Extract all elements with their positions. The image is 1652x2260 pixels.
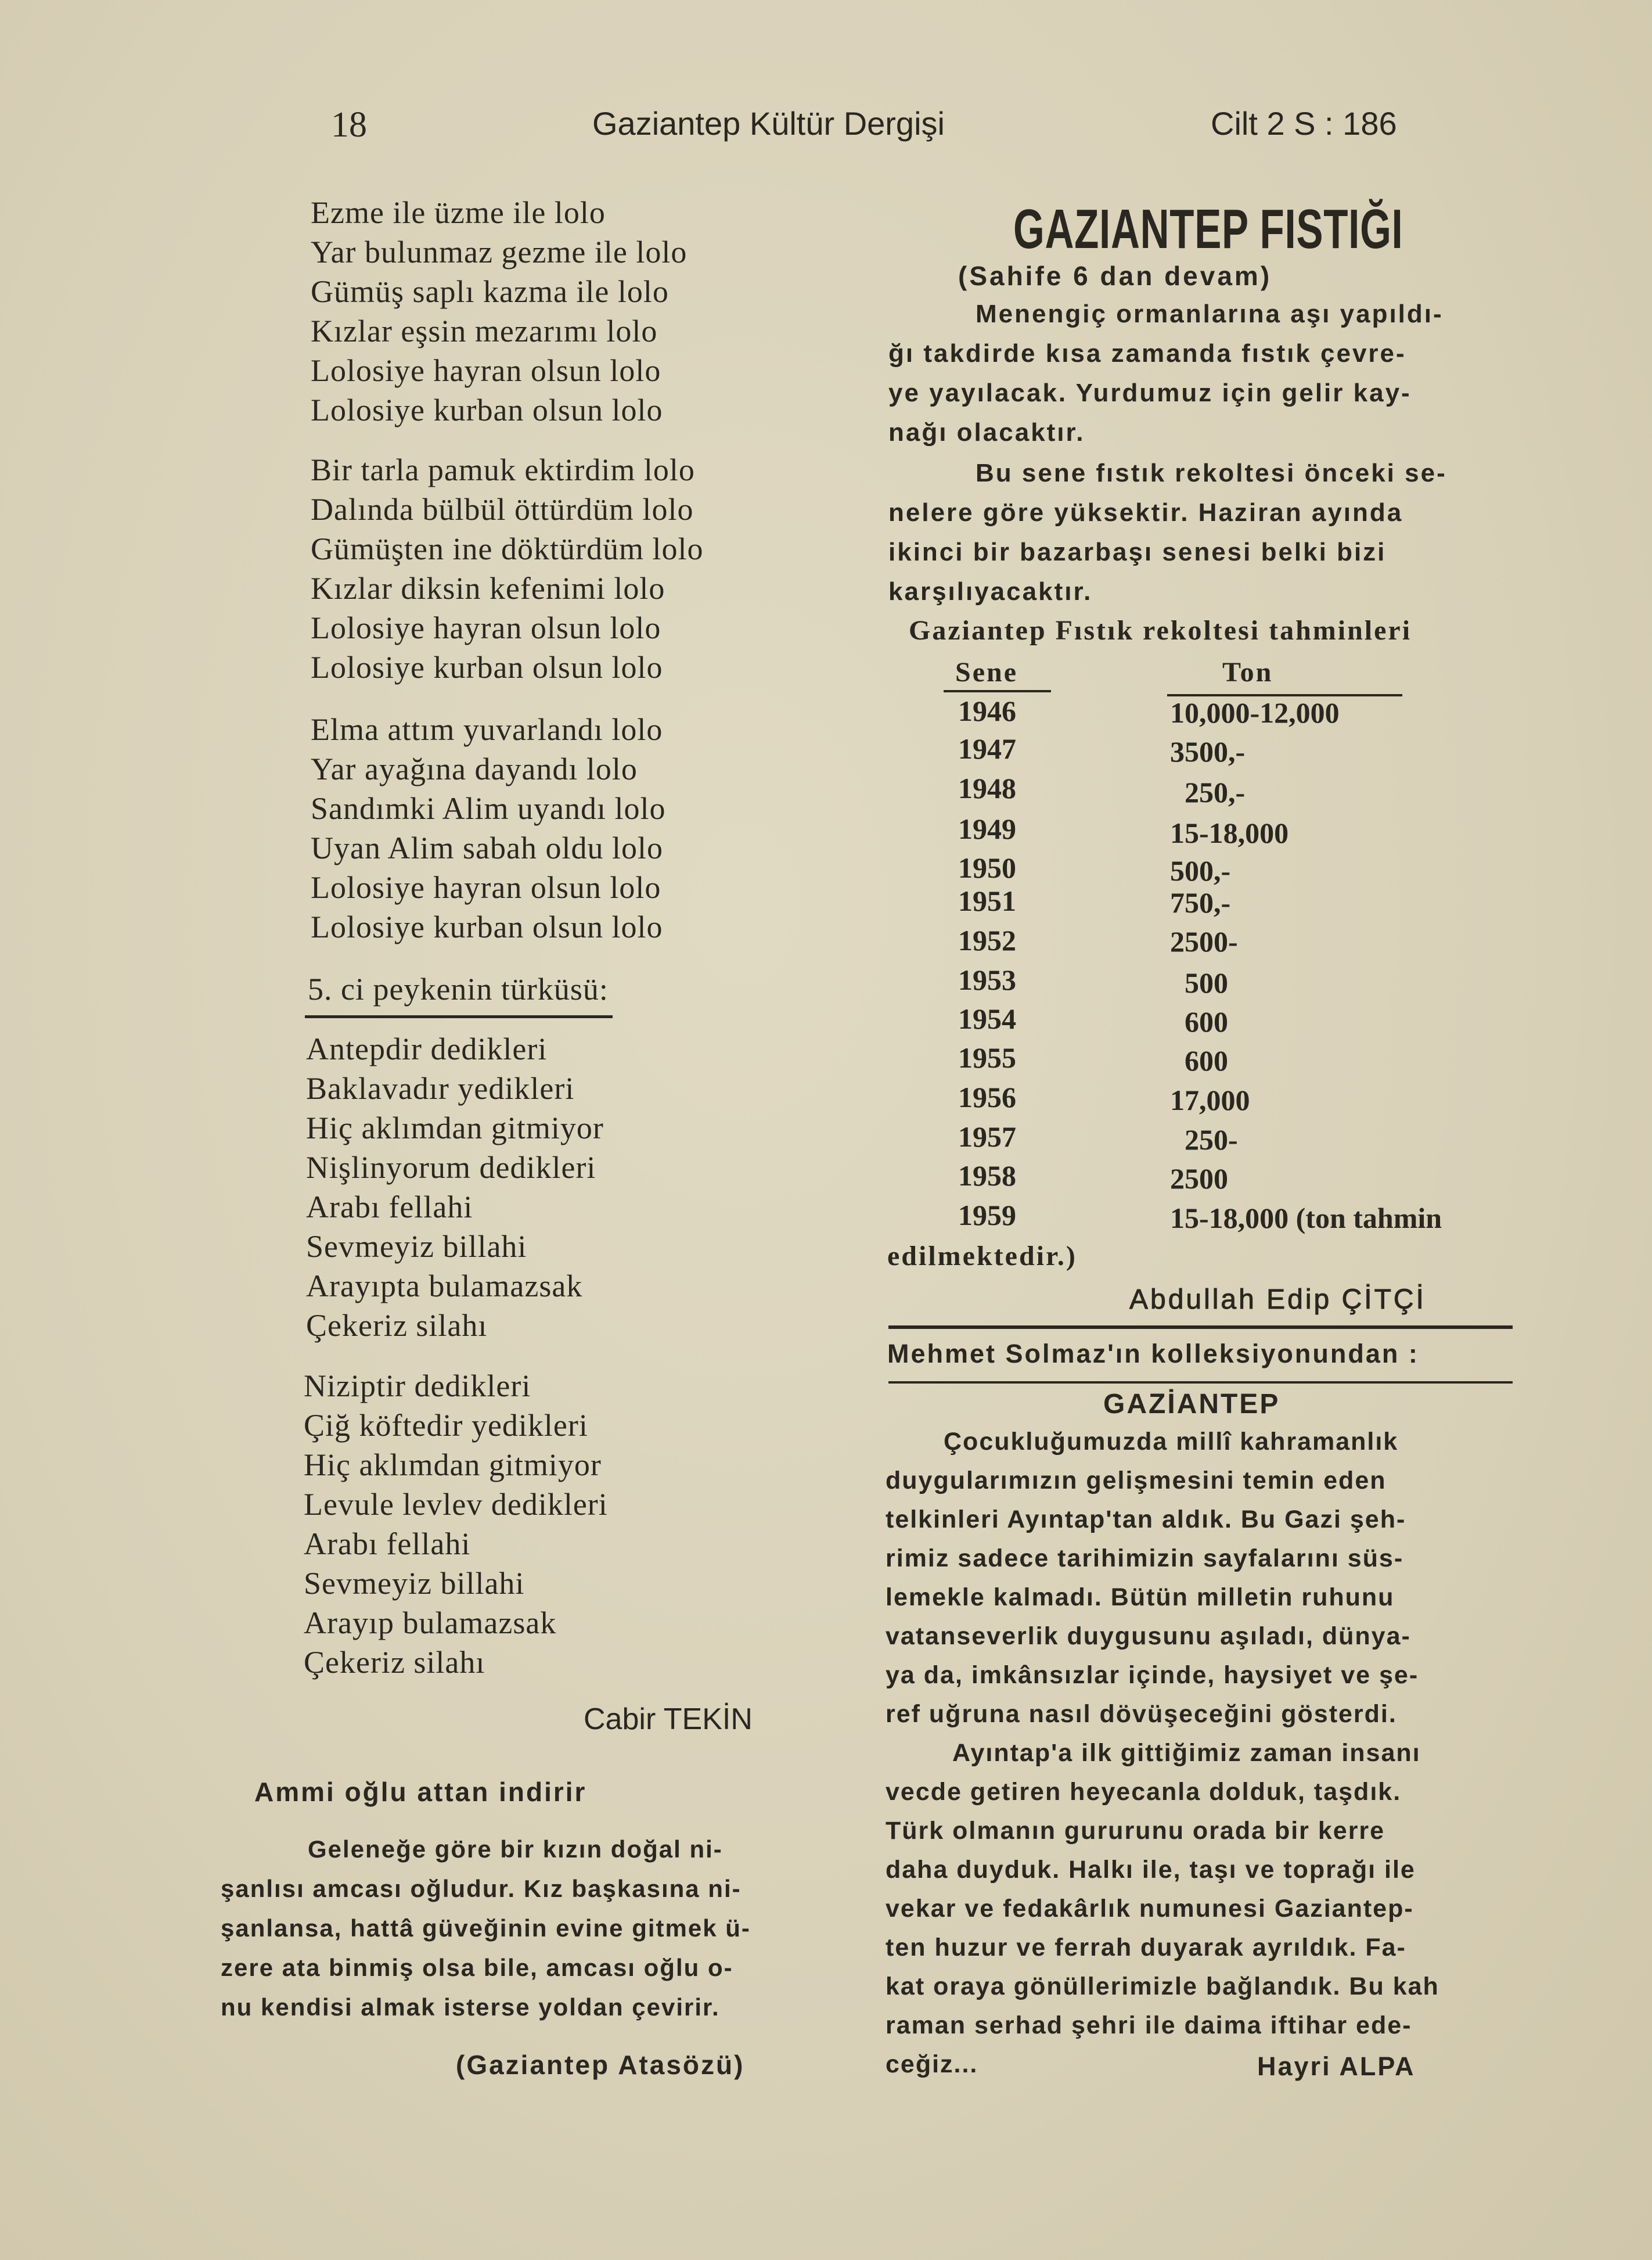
collection-line: Türk olmanın gururunu orada bir kerre bbox=[886, 1817, 1385, 1845]
table-ton: 750,- bbox=[1170, 886, 1231, 919]
proverb-title: Ammi oğlu attan indirir bbox=[254, 1777, 587, 1807]
article-line: Bu sene fıstık rekoltesi önceki se- bbox=[976, 459, 1447, 487]
poem-line: Arabı fellahi bbox=[306, 1190, 473, 1224]
poem-line: Kızlar eşsin mezarımı lolo bbox=[311, 314, 658, 348]
poem-line: Dalında bülbül öttürdüm lolo bbox=[311, 492, 694, 527]
poem-line: Gümüş saplı kazma ile lolo bbox=[311, 274, 669, 309]
article-line: nağı olacaktır. bbox=[888, 418, 1085, 447]
collection-title: GAZİANTEP bbox=[1103, 1389, 1280, 1420]
collection-author: Hayri ALPA bbox=[1257, 2051, 1416, 2081]
table-ton: 2500 bbox=[1170, 1162, 1228, 1195]
poem-line: Nişlinyorum dedikleri bbox=[306, 1150, 596, 1185]
table-year: 1949 bbox=[958, 813, 1016, 845]
table-note: edilmektedir.) bbox=[887, 1241, 1077, 1271]
poem-line: Kızlar diksin kefenimi lolo bbox=[311, 571, 665, 606]
poem-line: Yar ayağına dayandı lolo bbox=[311, 752, 638, 786]
table-ton: 15-18,000 (ton tahmin bbox=[1170, 1202, 1442, 1234]
article-line: nelere göre yüksektir. Haziran ayında bbox=[888, 498, 1403, 527]
collection-line: Ayıntap'a ilk gittiğimiz zaman insanı bbox=[952, 1739, 1421, 1767]
article-title: GAZIANTEP FISTIĞI bbox=[1013, 198, 1403, 260]
collection-line: ceğiz... bbox=[886, 2050, 978, 2078]
table-year: 1947 bbox=[958, 732, 1016, 765]
table-header-year-rule bbox=[944, 690, 1051, 692]
poem-line: Sevmeyiz billahi bbox=[306, 1229, 527, 1264]
poem-line: Lolosiye hayran olsun lolo bbox=[311, 353, 661, 388]
poem-line: Arabı fellahi bbox=[304, 1526, 471, 1561]
collection-line: vecde getiren heyecanla dolduk, taşdık. bbox=[886, 1778, 1402, 1806]
section-rule-bottom bbox=[888, 1381, 1513, 1384]
article-line: karşılıyacaktır. bbox=[888, 577, 1093, 606]
collection-line: vekar ve fedakârlık numunesi Gaziantep- bbox=[886, 1895, 1414, 1923]
table-year: 1959 bbox=[958, 1199, 1016, 1231]
poem-line: Lolosiye kurban olsun lolo bbox=[311, 650, 663, 685]
poem-line: Baklavadır yedikleri bbox=[306, 1071, 575, 1106]
table-year: 1956 bbox=[958, 1081, 1016, 1113]
poem-line: Niziptir dedikleri bbox=[304, 1368, 531, 1403]
table-year: 1958 bbox=[958, 1159, 1016, 1192]
proverb-line: zere ata binmiş olsa bile, amcası oğlu o- bbox=[221, 1954, 733, 1981]
collection-line: vatanseverlik duygusunu aşıladı, dünya- bbox=[886, 1622, 1411, 1650]
poem-line: Lolosiye hayran olsun lolo bbox=[311, 610, 661, 645]
table-ton: 600 bbox=[1185, 1005, 1228, 1038]
table-year: 1957 bbox=[958, 1120, 1016, 1153]
poem-line: Arayıp bulamazsak bbox=[304, 1605, 557, 1640]
proverb-line: nu kendisi almak isterse yoldan çevirir. bbox=[221, 1993, 720, 2021]
table-year: 1946 bbox=[958, 695, 1016, 727]
table-header-year: Sene bbox=[955, 657, 1018, 688]
poem-line: Yar bulunmaz gezme ile lolo bbox=[311, 235, 688, 270]
poem-line: Gümüşten ine döktürdüm lolo bbox=[311, 531, 704, 566]
poem-line: Ezme ile üzme ile lolo bbox=[311, 195, 606, 230]
turku-title: 5. ci peykenin türküsü: bbox=[308, 972, 609, 1007]
poem-line: Lolosiye kurban olsun lolo bbox=[311, 393, 663, 427]
poem-line: Çiğ köftedir yedikleri bbox=[304, 1408, 588, 1443]
table-ton: 250,- bbox=[1185, 776, 1246, 809]
table-ton: 500 bbox=[1185, 966, 1228, 999]
collection-line: ref uğruna nasıl dövüşeceğini gösterdi. bbox=[886, 1700, 1397, 1728]
table-ton: 17,000 bbox=[1170, 1084, 1250, 1116]
proverb-line: şanlısı amcası oğludur. Kız başkasına ni- bbox=[221, 1875, 742, 1902]
table-year: 1950 bbox=[958, 851, 1016, 884]
poem-author: Cabir TEKİN bbox=[584, 1702, 753, 1736]
poem-line: Çekeriz silahı bbox=[306, 1308, 488, 1343]
table-year: 1953 bbox=[958, 964, 1016, 996]
table-ton: 600 bbox=[1185, 1044, 1228, 1077]
table-year: 1951 bbox=[958, 885, 1016, 917]
poem-line: Uyan Alim sabah oldu lolo bbox=[311, 831, 663, 865]
table-year: 1952 bbox=[958, 924, 1016, 957]
article-line: ğı takdirde kısa zamanda fıstık çevre- bbox=[888, 339, 1406, 368]
poem-line: Arayıpta bulamazsak bbox=[306, 1269, 583, 1303]
collection-line: lemekle kalmadı. Bütün milletin ruhunu bbox=[886, 1583, 1395, 1611]
poem-line: Antepdir dedikleri bbox=[306, 1032, 548, 1066]
article-line: Menengiç ormanlarına aşı yapıldı- bbox=[976, 300, 1444, 328]
collection-line: rimiz sadece tarihimizin sayfalarını süs- bbox=[886, 1544, 1404, 1572]
poem-line: Hiç aklımdan gitmiyor bbox=[304, 1447, 602, 1482]
table-ton: 2500- bbox=[1170, 925, 1238, 958]
collection-line: daha duyduk. Halkı ile, taşı ve toprağı ile bbox=[886, 1856, 1416, 1884]
table-title: Gaziantep Fıstık rekoltesi tahminleri bbox=[909, 615, 1412, 646]
table-ton: 3500,- bbox=[1170, 735, 1246, 768]
table-ton: 15-18,000 bbox=[1170, 817, 1289, 849]
proverb-line: şanlansa, hattâ güveğinin evine gitmek ü- bbox=[221, 1914, 751, 1942]
poem-line: Hiç aklımdan gitmiyor bbox=[306, 1111, 604, 1145]
poem-line: Levule levlev dedikleri bbox=[304, 1487, 608, 1522]
collection-line: ten huzur ve ferrah duyarak ayrıldık. Fa- bbox=[886, 1934, 1406, 1961]
collection-line: telkinleri Ayıntap'tan aldık. Bu Gazi şeh- bbox=[886, 1506, 1406, 1533]
turku-title-rule bbox=[305, 1015, 613, 1018]
poem-line: Çekeriz silahı bbox=[304, 1645, 485, 1680]
page-number: 18 bbox=[331, 105, 367, 145]
section-rule-top bbox=[888, 1325, 1513, 1329]
journal-title: Gaziantep Kültür Dergişi bbox=[592, 105, 945, 142]
collection-label: Mehmet Solmaz'ın kolleksiyonundan : bbox=[887, 1339, 1419, 1368]
table-ton: 500,- bbox=[1170, 854, 1231, 887]
table-year: 1954 bbox=[958, 1003, 1016, 1035]
article-continued-note: (Sahife 6 dan devam) bbox=[958, 261, 1272, 291]
poem-line: Lolosiye kurban olsun lolo bbox=[311, 910, 663, 944]
collection-line: kat oraya gönüllerimizle bağlandık. Bu kah bbox=[886, 1972, 1439, 2000]
table-ton: 250- bbox=[1185, 1123, 1238, 1156]
poem-line: Bir tarla pamuk ektirdim lolo bbox=[311, 452, 695, 487]
poem-line: Sandımki Alim uyandı lolo bbox=[311, 791, 666, 826]
poem-line: Sevmeyiz billahi bbox=[304, 1566, 525, 1601]
issue-number: Cilt 2 S : 186 bbox=[1211, 105, 1397, 142]
collection-line: raman serhad şehri ile daima iftihar ede- bbox=[886, 2011, 1412, 2039]
article-line: ikinci bir bazarbaşı senesi belki bizi bbox=[888, 538, 1387, 566]
table-year: 1955 bbox=[958, 1041, 1016, 1074]
table-year: 1948 bbox=[958, 772, 1016, 804]
table-ton: 10,000-12,000 bbox=[1170, 696, 1340, 729]
proverb-source: (Gaziantep Atasözü) bbox=[456, 2050, 745, 2080]
collection-line: ya da, imkânsızlar içinde, haysiyet ve şe- bbox=[886, 1661, 1419, 1689]
article-author: Abdullah Edip ÇİTÇİ bbox=[1129, 1284, 1426, 1315]
article-line: ye yayılacak. Yurdumuz için gelir kay- bbox=[888, 379, 1412, 407]
table-header-ton: Ton bbox=[1222, 657, 1273, 688]
poem-line: Elma attım yuvarlandı lolo bbox=[311, 712, 663, 747]
poem-line: Lolosiye hayran olsun lolo bbox=[311, 870, 661, 905]
proverb-line: Geleneğe göre bir kızın doğal ni- bbox=[308, 1835, 723, 1863]
collection-line: duygularımızın gelişmesini temin eden bbox=[886, 1467, 1387, 1494]
collection-line: Çocukluğumuzda millî kahramanlık bbox=[944, 1428, 1399, 1456]
